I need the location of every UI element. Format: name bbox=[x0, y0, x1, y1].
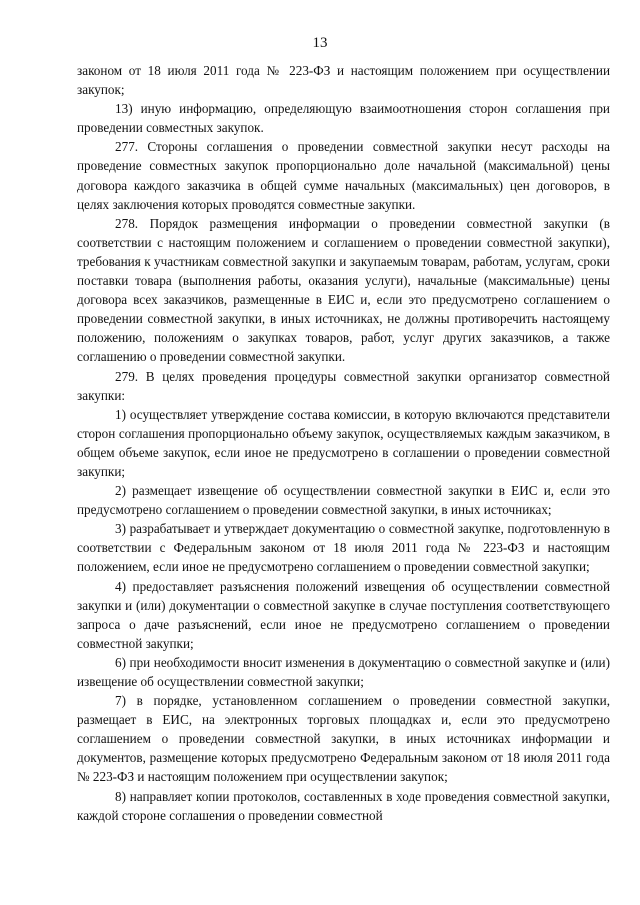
paragraph-item-2: 2) размещает извещение об осуществлении совместной закупки в ЕИС и, если это предусмотрено соглашением о проведении совместной закупки, в иных источниках; bbox=[77, 483, 610, 518]
paragraph-item-3: 3) разрабатывает и утверждает документацию о совместной закупке, подготовленную в соответствии с Федеральным законом от 18 июля 2011 года № 223-ФЗ и настоящим положением, если иное не предусмотрено соглашением о проведении совместной закупки; bbox=[77, 521, 610, 575]
paragraph-item-6: 6) при необходимости вносит изменения в документацию о совместной закупке и (или) извещение об осуществлении совместной закупки; bbox=[77, 654, 610, 689]
page-number: 13 bbox=[312, 35, 328, 51]
paragraph-item-4: 4) предоставляет разъяснения положений извещения об осуществлении совместной закупки и (или) документации о совместной закупке в случае поступления соответствующего запроса о даче разъяснений, если иное не предусмотрено соглашением о проведении совместной закупки; bbox=[77, 578, 610, 651]
document-body bbox=[77, 61, 610, 825]
paragraph-277: 277. Стороны соглашения о проведении совместной закупки несут расходы на проведение совместных закупок пропорционально доле начальной (максимальной) цены договора каждого заказчика в общей сумме начальных (максимальных) цен договоров, в целях заключения которых проводятся совместные закупки. bbox=[77, 139, 610, 212]
paragraph-item-1: 1) осуществляет утверждение состава комиссии, в которую включаются представители сторон соглашения пропорционально объему закупок, осуществляемых каждым заказчиком, в общем объеме закупок, если иное не предусмотрено в соглашении о проведении совместной закупки; bbox=[77, 406, 610, 479]
paragraph-item-7: 7) в порядке, установленном соглашением о проведении совместной закупки, размещает в ЕИС, на электронных торговых площадках и, если это предусмотрено соглашением о проведении совместной закупки, в иных источниках информации и документов, размещение которых предусмотрено Федеральным законом от 18 июля 2011 года № 223-ФЗ и настоящим положением при осуществлении закупок; bbox=[77, 693, 610, 785]
paragraph-continuation: законом от 18 июля 2011 года № 223-ФЗ и настоящим положением при осуществлении закупок; bbox=[77, 63, 610, 98]
paragraph-279: 279. В целях проведения процедуры совместной закупки организатор совместной закупки: bbox=[77, 368, 610, 403]
paragraph-278: 278. Порядок размещения информации о проведении совместной закупки (в соответствии с настоящим положением и соглашением о проведении совместной закупки), требования к участникам совместной закупки и закупаемым товарам, работам, услугам, сроки поставки товара (выполнения работы, оказания услуги), начальные (максимальные) цены договора всех заказчиков, размещенные в ЕИС и, если это предусмотрено соглашением о проведении совместной закупки, в иных источниках, не должны противоречить настоящему положению, положениям о закупках товаров, работ, услуг других заказчиков, а также соглашению о проведении совместной закупки. bbox=[77, 215, 610, 365]
paragraph-item-13: 13) иную информацию, определяющую взаимоотношения сторон соглашения при проведении совместных закупок. bbox=[77, 101, 610, 136]
paragraph-item-8: 8) направляет копии протоколов, составленных в ходе проведения совместной закупки, каждой стороне соглашения о проведении совместной bbox=[77, 788, 610, 823]
